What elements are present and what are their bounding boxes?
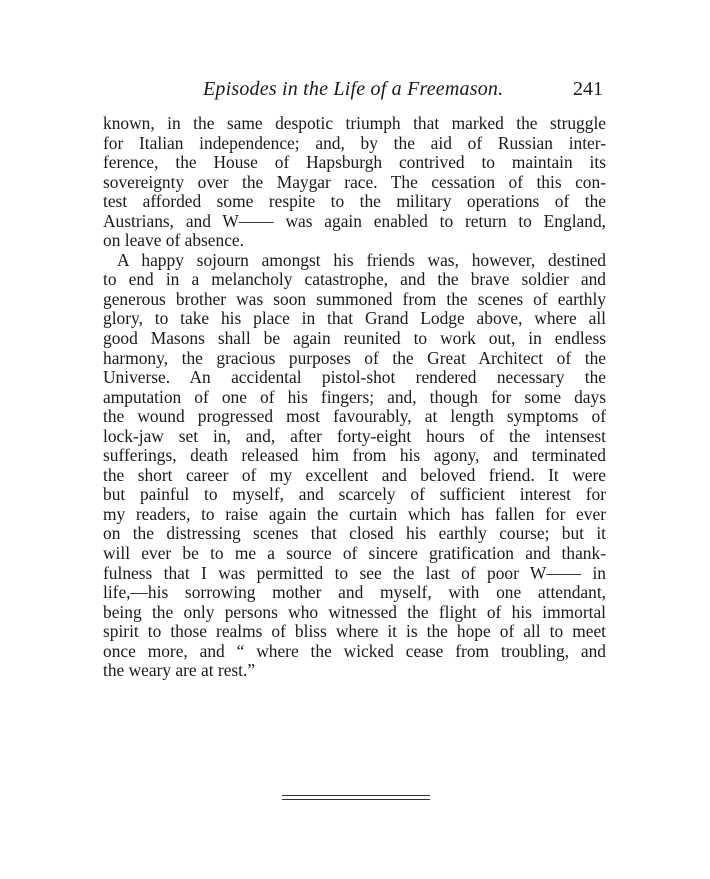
text-line: the wound progressed most favourably, at length symptoms of bbox=[103, 406, 606, 427]
text-line: good Masons shall be again reunited to work out, in endless bbox=[103, 328, 606, 349]
text-line: the short career of my excellent and beloved friend. It were bbox=[103, 464, 606, 485]
text-line: glory, to take his place in that Grand Lodge above, where all bbox=[103, 308, 606, 329]
text-line: Austrians, and W—— was again enabled to return to England, bbox=[103, 210, 606, 231]
text-line: fulness that I was permitted to see the last of poor W—— in bbox=[103, 562, 606, 583]
text-line: A happy sojourn amongst his friends was, however, destined bbox=[117, 249, 606, 270]
text-line: on the distressing scenes that closed his earthly course; but it bbox=[103, 523, 606, 544]
text-line: will ever be to me a source of sincere gratification and thank- bbox=[103, 543, 606, 564]
text-line: test afforded some respite to the military operations of the bbox=[103, 191, 606, 212]
text-line: the weary are at rest.” bbox=[103, 660, 256, 681]
text-line: on leave of absence. bbox=[103, 230, 244, 251]
text-line: lock-jaw set in, and, after forty-eight hours of the intensest bbox=[103, 425, 606, 446]
footer-rule-upper bbox=[282, 795, 430, 796]
text-line: for Italian independence; and, by the aid of Russian inter- bbox=[103, 132, 606, 153]
text-line: sufferings, death released him from his agony, and terminated bbox=[103, 445, 606, 466]
text-line: spirit to those realms of bliss where it is the hope of all to meet bbox=[103, 621, 606, 642]
text-line: harmony, the gracious purposes of the Great Architect of the bbox=[103, 347, 606, 368]
text-line: to end in a melancholy catastrophe, and the brave soldier and bbox=[103, 269, 606, 290]
body-text bbox=[103, 114, 606, 681]
text-line: my readers, to raise again the curtain which has fallen for ever bbox=[103, 503, 606, 524]
text-line: known, in the same despotic triumph that marked the struggle bbox=[103, 113, 606, 133]
page-number: 241 bbox=[573, 78, 603, 100]
running-head bbox=[103, 78, 603, 106]
text-line: Universe. An accidental pistol-shot rendered necessary the bbox=[103, 367, 606, 388]
text-line: once more, and “ where the wicked cease from troubling, and bbox=[103, 640, 606, 661]
text-line: generous brother was soon summoned from the scenes of earthly bbox=[103, 288, 606, 309]
text-line: ference, the House of Hapsburgh contrived to maintain its bbox=[103, 152, 606, 173]
footer-rule-lower bbox=[282, 799, 430, 800]
text-line: life,—his sorrowing mother and myself, with one attendant, bbox=[103, 582, 606, 603]
text-line: being the only persons who witnessed the flight of his immortal bbox=[103, 601, 606, 622]
text-line: amputation of one of his fingers; and, though for some days bbox=[103, 386, 606, 407]
running-title: Episodes in the Life of a Freemason. bbox=[203, 78, 504, 100]
text-line: sovereignty over the Maygar race. The cessation of this con- bbox=[103, 171, 606, 192]
text-line: but painful to myself, and scarcely of sufficient interest for bbox=[103, 484, 606, 505]
